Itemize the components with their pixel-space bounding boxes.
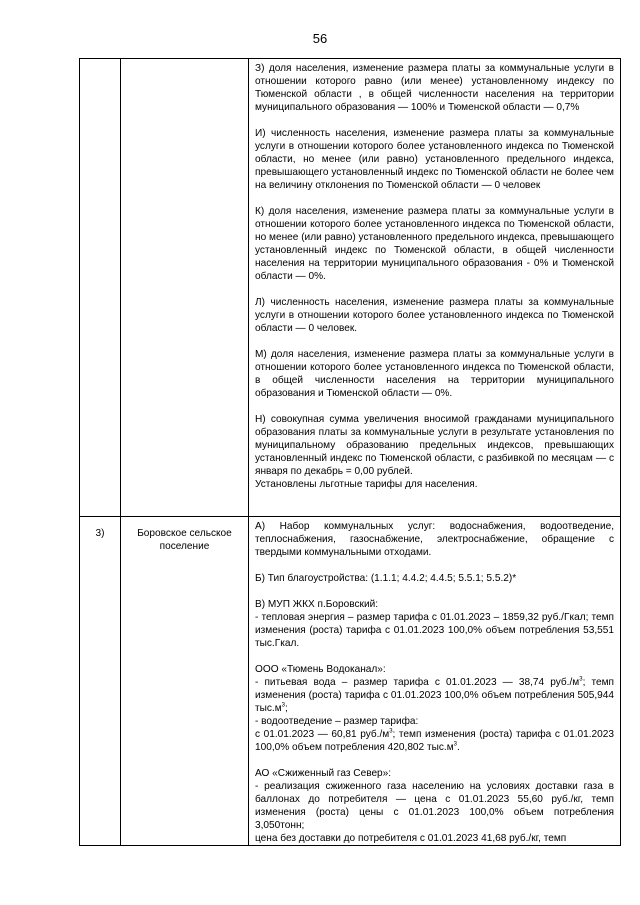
- description-cell: [249, 59, 621, 517]
- municipality-cell: [121, 59, 249, 517]
- description-cell: [249, 517, 621, 846]
- paragraph-gas-delivery: - реализация сжиженного газа населению на условиях доставки газа в баллонах до потребителя — цена с 01.01.2023 55,60 руб./кг, темп изменения (роста) цены с 01.01.2023 100,0% объем потребления 3,050тонн;: [255, 781, 614, 831]
- table-row: [80, 517, 621, 846]
- paragraph-k: К) доля населения, изменение размера платы за коммунальные услуги в отношении которого более установленного индекса по Тюменской области, но менее (или равно) установленного предельного индекса, превышающего установленный индекс по Тюменской области, в общей численности населения на территории муниципального образования - 0% и Тюменской области — 0%.: [255, 206, 614, 282]
- paragraph-z: З) доля населения, изменение размера платы за коммунальные услуги в отношении которого равно (или менее) установленному индексу по Тюменской области , в общей численности населения на территории муниципального образования — 100% и Тюменской области — 0,7%: [255, 63, 614, 113]
- paragraph-a: А) Набор коммунальных услуг: водоснабжения, водоотведение, теплоснабжения, газоснабжение, электроснабжение, обращение с твердыми коммунальными отходами.: [255, 521, 614, 558]
- paragraph-sewer-tariff: с 01.01.2023 — 60,81 $руб./м^3$; темп изменения (роста) тарифа с 01.01.2023 100,0% объем потребления 420,802 $тыс.м^3$.: [255, 728, 614, 753]
- row-number-cell: [80, 59, 121, 517]
- row-number-cell: 3): [80, 517, 121, 846]
- paragraph-heat-tariff: - тепловая энергия – размер тарифа с 01.01.2023 – 1859,32 руб./Гкал; темп изменения (роста) тарифа с 01.01.2023 100,0% объем потребления 53,551 тыс.Гкал.: [255, 612, 614, 649]
- page-number: 56: [312, 31, 328, 46]
- paragraph-water-tariff: - питьевая вода – размер тарифа с 01.01.2023 — 38,74 $руб./м^3$; темп изменения (роста) тарифа с 01.01.2023 100,0% объем потребления 505,944 $тыс.м^3$;: [255, 676, 615, 714]
- paragraph-vodokanal-heading: ООО «Тюмень Водоканал»:: [255, 664, 386, 675]
- paragraph-n: Н) совокупная сумма увеличения вносимой гражданами муниципального образования платы за коммунальные услуги в результате установления по муниципальному образованию предельных индексов, превышающих установленный индекс по Тюменской области, с разбивкой по месяцам — с января по декабрь = 0,00 рублей.: [255, 414, 614, 477]
- table-row: [80, 59, 621, 517]
- paragraph-m: М) доля населения, изменение размера платы за коммунальные услуги в отношении которого более установленного индекса по Тюменской области, в общей численности населения на территории муниципального образования и Тюменской области — 0%.: [255, 349, 614, 399]
- paragraph-i: И) численность населения, изменение размера платы за коммунальные услуги в отношении которого более установленного индекса по Тюменской области, но менее (или равно) установленного предельного индекса, превышающего установленный индекс по Тюменской области не более чем на величину отклонения по Тюменской области — 0 человек: [255, 128, 614, 191]
- municipality-cell: Боровское сельское поселение: [121, 517, 249, 846]
- paragraph-sewer-heading: - водоотведение – размер тарифа:: [255, 716, 419, 727]
- paragraph-v-heading: В) МУП ЖКХ п.Боровский:: [255, 599, 379, 610]
- paragraph-l: Л) численность населения, изменение размера платы за коммунальные услуги в отношении которого более установленного индекса по Тюменской области — 0 человек.: [255, 297, 614, 334]
- paragraph-gas-no-delivery: цена без доставки до потребителя с 01.01.2023 41,68 руб./кг, темп: [255, 833, 567, 844]
- paragraph-benefit-tariffs: Установлены льготные тарифы для населения.: [255, 479, 478, 490]
- paragraph-b: Б) Тип благоустройства: (1.1.1; 4.4.2; 4.4.5; 5.5.1; 5.5.2)*: [255, 573, 517, 584]
- paragraph-gas-heading: АО «Сжиженный газ Север»:: [255, 768, 392, 779]
- document-table: [79, 58, 621, 846]
